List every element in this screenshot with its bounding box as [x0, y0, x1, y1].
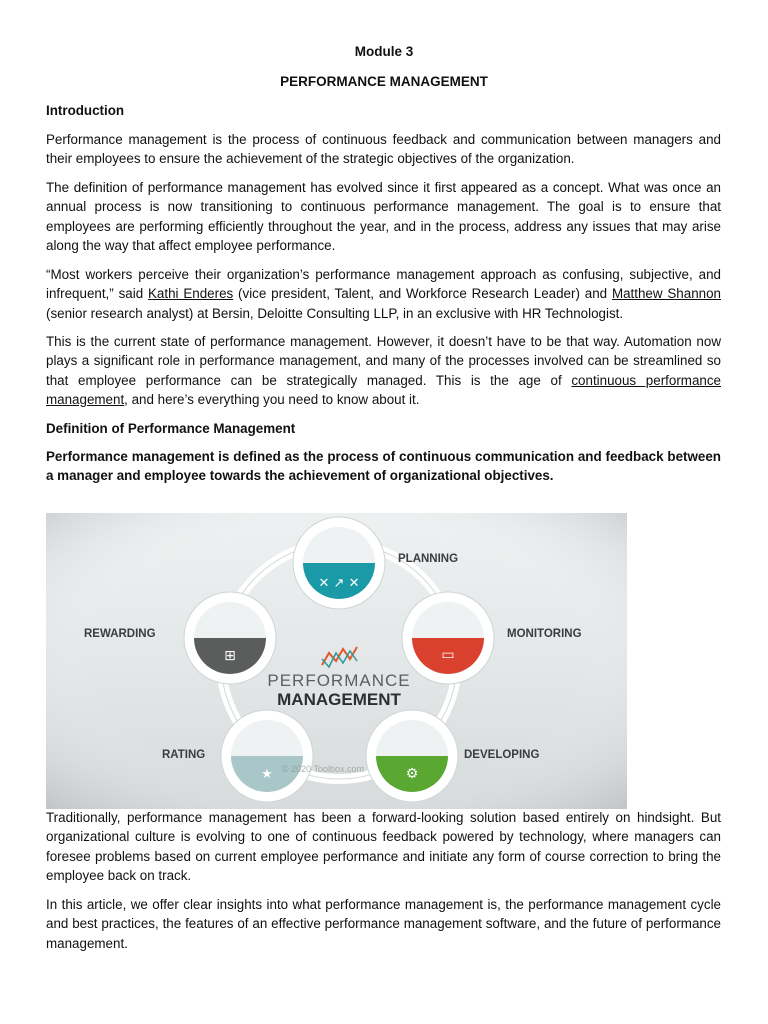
paragraph-intro-1: Performance management is the process of continuous feedback and communication between managers and their employees to ensure the achievement of the strategic objectives of the organization. [46, 132, 721, 167]
link-continuous-performance-management[interactable]: continuous performance management [46, 372, 721, 407]
monitoring-node [402, 592, 494, 684]
label-rewarding: REWARDING [84, 628, 156, 640]
paragraph-in-this-article: In this article, we offer clear insights into what performance management is, the performance management cycle and best practices, the features of an effective performance management software, and the future of performance management. [46, 897, 721, 951]
developing-node [366, 710, 458, 802]
definition-text: Performance management is defined as the process of continuous communication and feedback between a manager and employee towards the achievement of organizational objectives. [46, 449, 721, 484]
planning-node [293, 517, 385, 609]
paragraph-quote [46, 265, 721, 323]
label-planning: PLANNING [398, 553, 459, 565]
paragraph-intro-2: The definition of performance management has evolved since it first appeared as a concept. What was once an annual process is now transitioning to continuous performance management. The goal is to ensure that employees are performing efficiently throughout the year, and in the process, address any issues that may arise along the way that affect employee performance. [46, 180, 721, 253]
quote-text-b: (vice president, Talent, and Workforce Research Leader) and [233, 286, 612, 302]
link-kathi-enderes[interactable]: Kathi Enderes [147, 286, 234, 302]
label-rating: RATING [162, 749, 206, 761]
rating-node [221, 710, 313, 802]
performance-management-cycle-figure [46, 513, 627, 809]
document-title: PERFORMANCE MANAGEMENT [280, 74, 488, 89]
label-monitoring: MONITORING [507, 628, 582, 640]
watermark: © 2020 Toolbox.com [282, 764, 365, 774]
definition-heading: Definition of Performance Management [46, 421, 296, 436]
star-rating-icon: ★ [261, 767, 273, 782]
gears-icon: ⚙ [405, 766, 419, 782]
quote-text-a: “Most workers perceive their organization’s performance management approach as confusing, subjective, and infrequent,” said [46, 267, 721, 302]
rewarding-node [184, 592, 276, 684]
center-title-top: PERFORMANCE [267, 671, 411, 690]
gift-icon: ⊞ [224, 648, 236, 664]
cycle-diagram [46, 513, 627, 809]
label-developing: DEVELOPING [464, 749, 540, 761]
module-title: Module 3 [354, 44, 414, 59]
introduction-heading: Introduction [46, 103, 125, 118]
monitor-icon: ▭ [441, 647, 455, 663]
center-title-bottom: MANAGEMENT [277, 690, 401, 709]
paragraph-current-state [46, 332, 721, 409]
paragraph-traditionally: Traditionally, performance management has been a forward-looking solution based entirely on hindsight. But organizational culture is evolving to one of continuous feedback powered by technology, where managers can foresee problems based on current employee performance and initiate any form of course correction to bring the employee back on track. [46, 810, 721, 883]
current-state-text-a: This is the current state of performance management. However, it doesn’t have to be that way. Automation now plays a significant role in performance management, and many of the processes involved can be streamlined so that employee performance can be strategically managed. This is the age of [46, 334, 721, 388]
link-matthew-shannon[interactable]: Matthew Shannon [611, 286, 721, 302]
strategy-icon: ✕ ↗ ✕ [318, 576, 360, 591]
current-state-text-b: , and here’s everything you need to know about it. [124, 391, 420, 407]
quote-text-c: (senior research analyst) at Bersin, Deloitte Consulting LLP, in an exclusive with HR Technologist. [46, 305, 624, 321]
